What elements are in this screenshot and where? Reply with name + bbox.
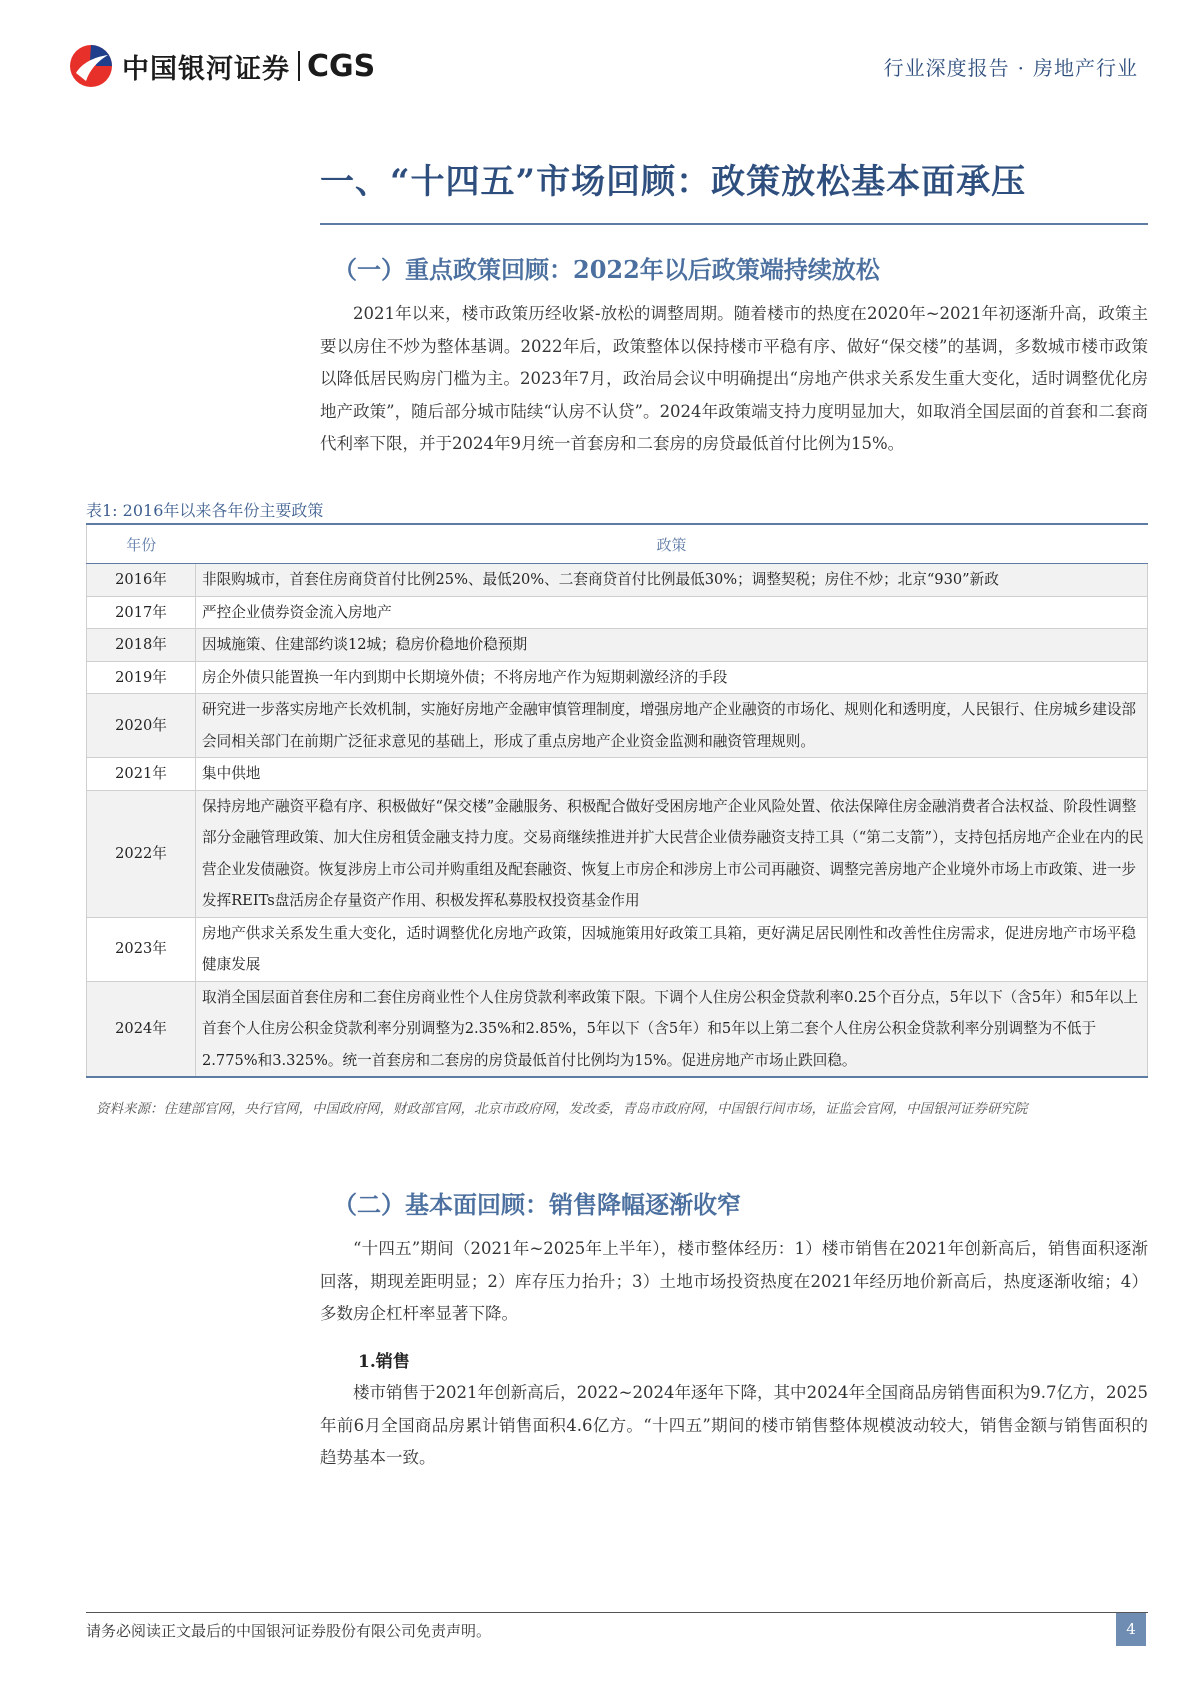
policy-paragraph: 2021年以来，楼市政策历经收紧-放松的调整周期。随着楼市的热度在2020年~2021年初逐渐升高，政策主要以房住不炒为整体基调。2022年后，政策整体以保持楼市平稳有序、做好“保交楼”的基调，多数城市楼市政策以降低居民购房门槛为主。2023年7月，政治局会议中明确提出“房地产供求关系发生重大变化，适时调整优化房地产政策”，随后部分城市陆续“认房不认贷”。2024年政策端支持力度明显加大，如取消全国层面的首套和二套商代利率下限，并于2024年9月统一首套房和二套房的房贷最低首付比例为15%。 — [320, 304, 1148, 453]
policy-table — [86, 523, 1148, 1078]
policy-cell: 非限购城市，首套住房商贷首付比例25%、最低20%、二套商贷首付比例最低30%；调整契税；房住不炒；北京“930”新政 — [196, 564, 1148, 597]
cgs-logo-icon — [68, 43, 114, 89]
table-row — [87, 564, 1148, 597]
policy-cell: 严控企业债券资金流入房地产 — [196, 596, 1148, 629]
sales-paragraph: 楼市销售于2021年创新高后，2022~2024年逐年下降，其中2024年全国商品房销售面积为9.7亿方，2025年前6月全国商品房累计销售面积4.6亿方。“十四五”期间的楼市销售整体规模波动较大，销售金额与销售面积的趋势基本一致。 — [320, 1383, 1148, 1467]
policy-cell: 房地产供求关系发生重大变化，适时调整优化房地产政策，因城施策用好政策工具箱，更好满足居民刚性和改善性住房需求，促进房地产市场平稳健康发展 — [196, 917, 1148, 981]
header-separator: · — [1017, 56, 1025, 80]
policy-cell: 保持房地产融资平稳有序、积极做好“保交楼”金融服务、积极配合做好受困房地产企业风险处置、依法保障住房金融消费者合法权益、阶段性调整部分金融管理政策、加大住房租赁金融支持力度。交易商继续推进并扩大民营企业债券融资支持工具（“第二支箭”），支持包括房地产企业在内的民营企业发债融资。恢复涉房上市公司并购重组及配套融资、恢复上市房企和涉房上市公司再融资、调整完善房地产企业境外市场上市政策、进一步发挥REITs盘活房企存量资产作用、积极发挥私募股权投资基金作用 — [196, 790, 1148, 917]
policy-cell: 取消全国层面首套住房和二套住房商业性个人住房贷款利率政策下限。下调个人住房公积金贷款利率0.25个百分点，5年以下（含5年）和5年以上首套个人住房公积金贷款利率分别调整为2.35%和2.85%，5年以下（含5年）和5年以上第二套个人住房公积金贷款利率分别调整为不低于2.775%和3.325%。统一首套房和二套房的房贷最低首付比例均为15%。促进房地产市场止跌回稳。 — [196, 981, 1148, 1077]
year-cell: 2016年 — [87, 564, 196, 597]
logo-chinese-name: 中国银河证券 — [122, 53, 290, 85]
section-title: 一、“十四五”市场回顾：政策放松基本面承压 — [320, 162, 1027, 202]
year-cell: 2019年 — [87, 661, 196, 694]
year-cell: 2020年 — [87, 694, 196, 758]
page-number: 4 — [1116, 1613, 1146, 1646]
sales-heading: 1.销售 — [358, 1352, 410, 1372]
year-cell: 2023年 — [87, 917, 196, 981]
year-cell: 2022年 — [87, 790, 196, 917]
fundamentals-paragraph: “十四五”期间（2021年~2025年上半年），楼市整体经历：1）楼市销售在2021年创新高后，销售面积逐渐回落，期现差距明显；2）库存压力抬升；3）土地市场投资热度在2021年经历地价新高后，热度逐渐收缩；4）多数房企杠杆率显著下降。 — [320, 1239, 1148, 1323]
logo-english-name: CGS — [307, 48, 376, 84]
table-row — [87, 661, 1148, 694]
column-header-year: 年份 — [87, 524, 196, 564]
report-type: 行业深度报告 — [883, 56, 1010, 80]
subsection-title-policy: （一）重点政策回顾：2022年以后政策端持续放松 — [333, 255, 880, 284]
column-header-policy: 政策 — [196, 524, 1148, 564]
section-title-rule — [320, 223, 1148, 225]
policy-cell: 集中供地 — [196, 758, 1148, 791]
policy-cell: 研究进一步落实房地产长效机制，实施好房地产金融审慎管理制度，增强房地产企业融资的市场化、规则化和透明度，人民银行、住房城乡建设部会同相关部门在前期广泛征求意见的基础上，形成了重点房地产企业资金监测和融资管理规则。 — [196, 694, 1148, 758]
report-header — [884, 52, 1138, 81]
table-source-note: 资料来源：住建部官网，央行官网，中国政府网，财政部官网，北京市政府网，发改委，青岛市政府网，中国银行间市场，证监会官网，中国银河证券研究院 — [96, 1101, 1028, 1117]
policy-cell: 因城施策、住建部约谈12城；稳房价稳地价稳预期 — [196, 629, 1148, 662]
company-logo — [68, 44, 375, 88]
table-row — [87, 596, 1148, 629]
year-cell: 2021年 — [87, 758, 196, 791]
year-cell: 2024年 — [87, 981, 196, 1077]
table-row — [87, 790, 1148, 917]
table-header-row — [87, 524, 1148, 564]
subsection-title-fundamentals: （二）基本面回顾：销售降幅逐渐收窄 — [333, 1190, 741, 1219]
table-row — [87, 629, 1148, 662]
year-cell: 2018年 — [87, 629, 196, 662]
footer-rule — [86, 1612, 1148, 1613]
table-row — [87, 758, 1148, 791]
table-row — [87, 694, 1148, 758]
logo-divider — [298, 51, 300, 81]
table-row — [87, 981, 1148, 1077]
policy-cell: 房企外债只能置换一年内到期中长期境外债；不将房地产作为短期刺激经济的手段 — [196, 661, 1148, 694]
year-cell: 2017年 — [87, 596, 196, 629]
table-caption: 表1: 2016年以来各年份主要政策 — [86, 501, 324, 520]
footer-disclaimer: 请务必阅读正文最后的中国银河证券股份有限公司免责声明。 — [86, 1622, 492, 1640]
table-row — [87, 917, 1148, 981]
industry-name: 房地产行业 — [1033, 56, 1138, 80]
